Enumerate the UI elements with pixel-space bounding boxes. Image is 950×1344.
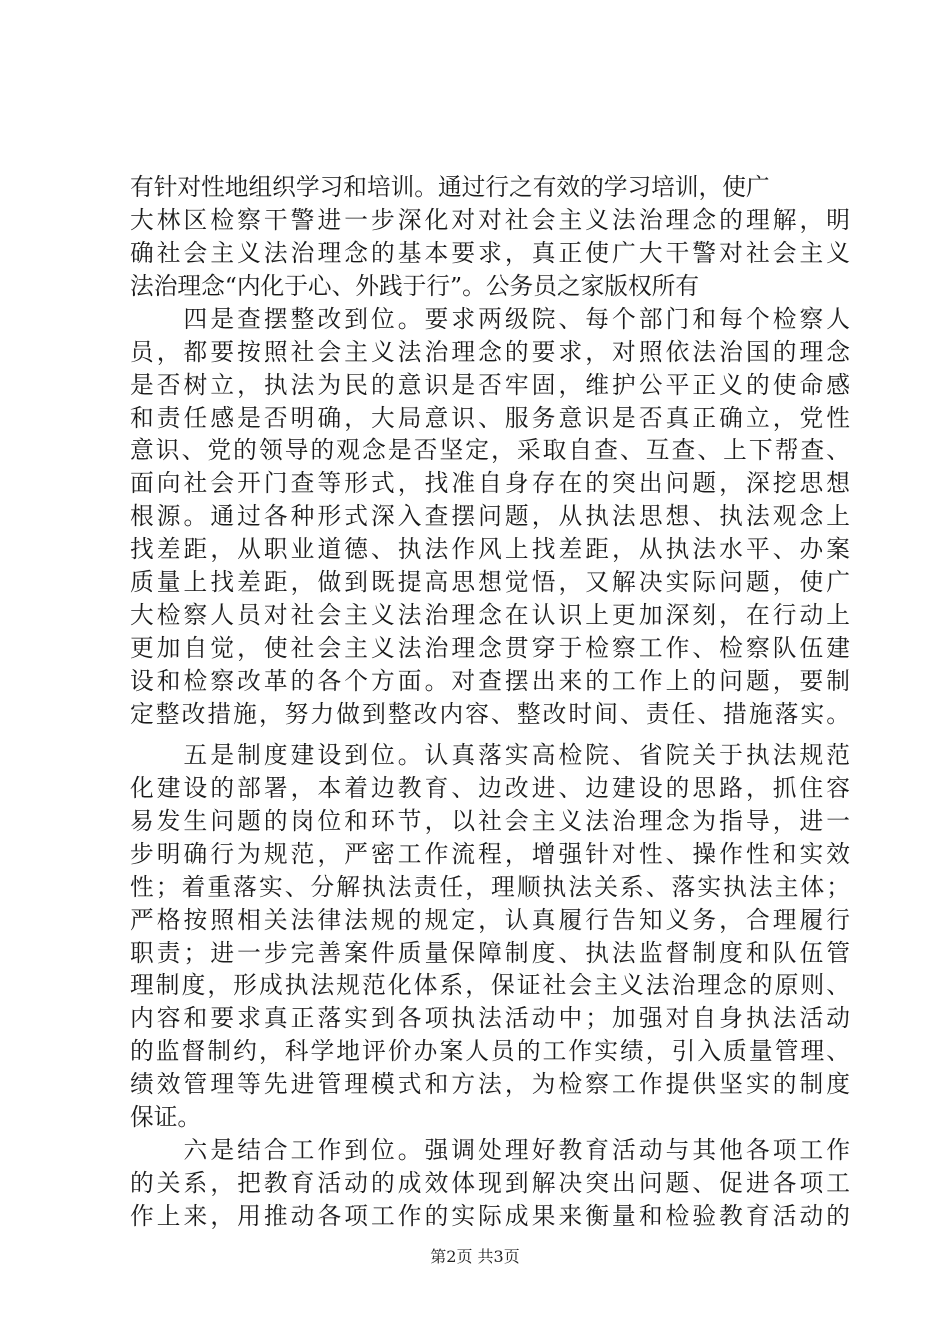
text-line: 职责；进一步完善案件质量保障制度、执法监督制度和队伍管 [130,939,850,967]
text-line: 绩效管理等先进管理模式和方法，为检察工作提供坚实的制度 [130,1070,850,1098]
text-line: 的关系，把教育活动的成效体现到解决突出问题、促进各项工 [130,1169,850,1197]
text-line: 理制度，形成执法规范化体系，保证社会主义法治理念的原则、 [130,971,850,999]
text-line: 性；着重落实、分解执法责任，理顺执法关系、落实执法主体； [130,873,850,901]
text-line: 意识、党的领导的观念是否坚定，采取自查、互查、上下帮查、 [130,436,850,464]
text-line: 内容和要求真正落实到各项执法活动中；加强对自身执法活动 [130,1004,850,1032]
text-line: 作上来，用推动各项工作的实际成果来衡量和检验教育活动的 [130,1202,850,1230]
text-line: 的监督制约，科学地评价办案人员的工作实绩，引入质量管理、 [130,1037,850,1065]
text-line: 更加自觉，使社会主义法治理念贯穿于检察工作、检察队伍建 [130,634,850,662]
text-line: 化建设的部署，本着边教育、边改进、边建设的思路，抓住容 [130,774,850,802]
text-line: 六是结合工作到位。强调处理好教育活动与其他各项工作 [130,1136,850,1164]
text-line: 大林区检察干警进一步深化对对社会主义法治理念的理解，明 [130,206,850,234]
text-line: 质量上找差距，做到既提高思想觉悟，又解决实际问题，使广 [130,568,850,596]
text-line: 员，都要按照社会主义法治理念的要求，对照依法治国的理念 [130,338,850,366]
text-line: 是否树立，执法为民的意识是否牢固，维护公平正义的使命感 [130,371,850,399]
text-line: 确社会主义法治理念的基本要求，真正使广大干警对社会主义 [130,239,850,267]
text-line: 大检察人员对社会主义法治理念在认识上更加深刻，在行动上 [130,601,850,629]
text-line: 面向社会开门查等形式，找准自身存在的突出问题，深挖思想 [130,469,850,497]
text-line: 法治理念“内化于心、外践于行”。公务员之家版权所有 [130,272,700,300]
text-line: 设和检察改革的各个方面。对查摆出来的工作上的问题，要制 [130,667,850,695]
text-line: 五是制度建设到位。认真落实高检院、省院关于执法规范 [130,741,850,769]
text-line: 根源。通过各种形式深入查摆问题，从执法思想、执法观念上 [130,502,850,530]
text-line: 步明确行为规范，严密工作流程，增强针对性、操作性和实效 [130,840,850,868]
text-line: 易发生问题的岗位和环节，以社会主义法治理念为指导，进一 [130,807,850,835]
text-line: 有针对性地组织学习和培训。通过行之有效的学习培训，使广 [130,173,770,201]
text-line: 和责任感是否明确，大局意识、服务意识是否真正确立，党性 [130,404,850,432]
page-footer: 第2页 共3页 [430,1247,520,1266]
text-line: 四是查摆整改到位。要求两级院、每个部门和每个检察人 [130,305,850,333]
text-line: 严格按照相关法律法规的规定，认真履行告知义务，合理履行 [130,906,850,934]
text-line: 找差距，从职业道德、执法作风上找差距，从执法水平、办案 [130,535,850,563]
text-line: 定整改措施，努力做到整改内容、整改时间、责任、措施落实。 [130,700,850,728]
text-line: 保证。 [130,1103,202,1131]
